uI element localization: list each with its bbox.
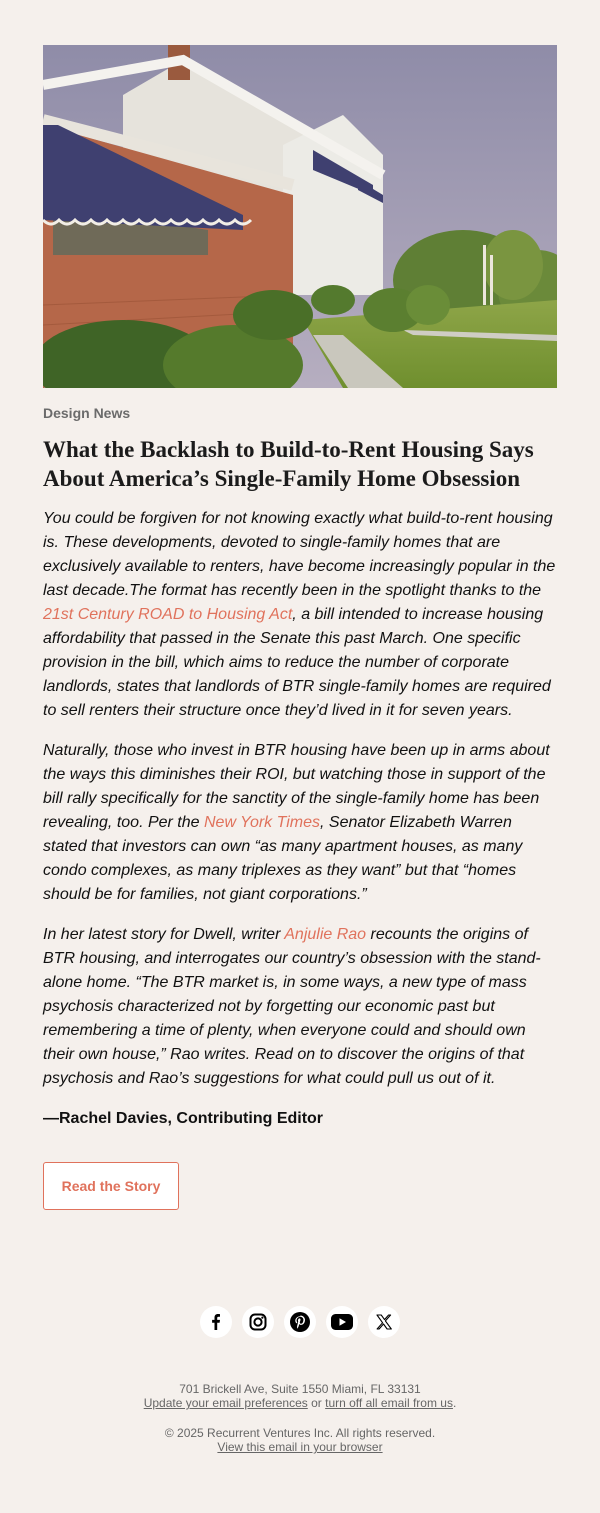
pinterest-icon: [290, 1312, 310, 1332]
pinterest-link[interactable]: [284, 1306, 316, 1338]
instagram-icon: [249, 1313, 267, 1331]
intro-paragraph-1: [43, 507, 557, 723]
author-link[interactable]: Anjulie Rao: [284, 926, 367, 943]
read-story-button[interactable]: Read the Story: [43, 1162, 179, 1210]
hero-image[interactable]: [43, 45, 557, 388]
copyright-text: © 2025 Recurrent Ventures Inc. All rights reserved.: [164, 1426, 436, 1440]
category-label: Design News: [43, 405, 131, 421]
article-headline: What the Backlash to Build-to-Rent Housing Says About America’s Single-Family Home Obsession: [43, 437, 534, 491]
facebook-icon: [208, 1314, 224, 1330]
x-icon: [376, 1314, 392, 1330]
social-links: [43, 1306, 557, 1338]
intro-paragraph-3: [43, 923, 557, 1091]
paragraph-text: You could be forgiven for not knowing exactly what build-to-rent housing is. These developments, devoted to single-family homes that are exclusively available to renters, have become increasingly popular in the last decade.The format has recently been in the spotlight thanks to the: [43, 510, 556, 599]
facebook-link[interactable]: [200, 1306, 232, 1338]
instagram-link[interactable]: [242, 1306, 274, 1338]
view-in-browser-link[interactable]: View this email in your browser: [217, 1440, 383, 1454]
youtube-icon: [331, 1314, 353, 1330]
new-york-times-link[interactable]: New York Times: [203, 814, 321, 831]
intro-paragraph-2: [43, 739, 557, 907]
x-link[interactable]: [368, 1306, 400, 1338]
editor-signature: —Rachel Davies, Contributing Editor: [43, 1110, 324, 1127]
youtube-link[interactable]: [326, 1306, 358, 1338]
paragraph-text: Naturally, those who invest in BTR housing have been up in arms about the ways this diminishes their ROI, but watching those in support of the bill rally specifically for the sanctity of the single-family home has been revealing, too. Per the: [43, 742, 550, 831]
paragraph-text: recounts the origins of BTR housing, and interrogates our country’s obsession with the stand-alone home. “The BTR market is, in some ways, a new type of mass psychosis characterized not by forgetting our economic past but remembering a time of plenty, when everyone could and should own their own house,” Rao writes. Read on to discover the origins of that psychosis and Rao’s suggestions for what could pull us out of it.: [43, 926, 541, 1087]
or-text: or: [307, 1396, 326, 1410]
paragraph-text: , a bill intended to increase housing affordability that passed in the Senate this past March. One specific provision in the bill, which aims to reduce the number of corporate landlords, states that landlords of BTR single-family homes are required to sell renters their structure once they’d lived in it for seven years.: [43, 606, 551, 719]
email-footer: [43, 1382, 557, 1454]
unsubscribe-link[interactable]: turn off all email from us: [325, 1396, 453, 1410]
paragraph-text: In her latest story for Dwell, writer: [43, 926, 285, 943]
email-container: [43, 0, 557, 1454]
road-to-housing-act-link[interactable]: 21st Century ROAD to Housing Act: [43, 606, 293, 623]
period-text: .: [452, 1396, 457, 1410]
paragraph-text: , Senator Elizabeth Warren stated that investors can own “as many apartment houses, as many condo complexes, as many triplexes as they want” but that “homes should be for families, not giant corporations.”: [43, 814, 523, 903]
update-preferences-link[interactable]: Update your email preferences: [143, 1396, 308, 1410]
postal-address: 701 Brickell Ave, Suite 1550 Miami, FL 33131: [179, 1382, 421, 1396]
preferences-line: [43, 1396, 557, 1410]
